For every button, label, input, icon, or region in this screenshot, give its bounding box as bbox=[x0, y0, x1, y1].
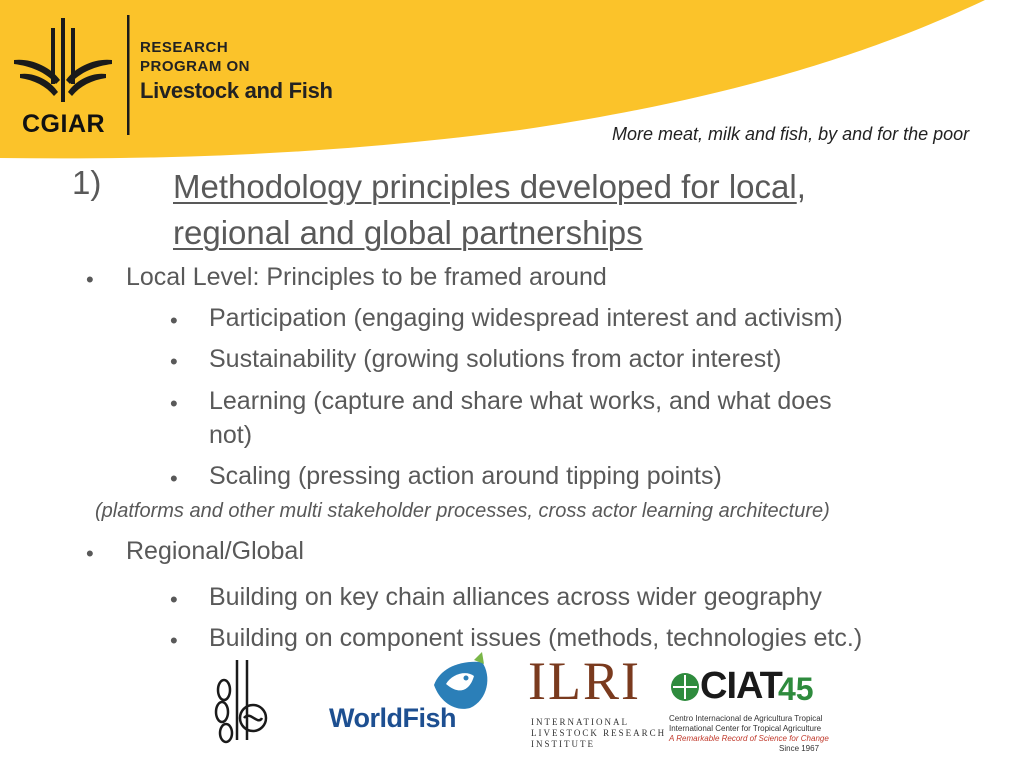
ilri-sub-1: INTERNATIONAL bbox=[531, 717, 629, 727]
ciat-sub-3: A Remarkable Record of Science for Change bbox=[669, 734, 829, 743]
bullet-icon: • bbox=[86, 541, 94, 566]
wheat-emblem-icon bbox=[216, 660, 266, 742]
bullet-icon: • bbox=[170, 587, 178, 612]
ilri-sub-3: INSTITUTE bbox=[531, 739, 595, 749]
bullet-icon: • bbox=[170, 628, 178, 653]
program-line-2: PROGRAM ON bbox=[140, 58, 250, 75]
ciat-anniversary: 45 bbox=[778, 671, 814, 707]
ciat-leaf-icon bbox=[671, 673, 699, 701]
list-item: Local Level: Principles to be framed around bbox=[126, 263, 607, 291]
ciat-sub-4: Since 1967 bbox=[779, 744, 820, 753]
cgiar-wordmark: CGIAR bbox=[22, 110, 106, 138]
title-comma: , bbox=[796, 168, 806, 205]
ciat-sub-1: Centro Internacional de Agricultura Tropical bbox=[669, 714, 823, 723]
list-item: Regional/Global bbox=[126, 537, 304, 565]
partner-logos bbox=[0, 650, 1024, 768]
bullet-icon: • bbox=[170, 349, 178, 374]
list-item-continued: not) bbox=[209, 421, 253, 449]
slide-title bbox=[173, 164, 933, 256]
ilri-wordmark: ILRI bbox=[528, 651, 641, 711]
ilri-subtitle bbox=[531, 717, 666, 750]
program-line-3: Livestock and Fish bbox=[140, 78, 333, 103]
list-item: Scaling (pressing action around tipping points) bbox=[209, 462, 722, 490]
parenthetical-note: (platforms and other multi stakeholder processes, cross actor learning architecture) bbox=[95, 500, 830, 522]
list-item: Sustainability (growing solutions from actor interest) bbox=[209, 345, 782, 373]
program-logo-text bbox=[140, 38, 333, 106]
worldfish-wordmark: WorldFish bbox=[329, 703, 456, 733]
ciat-sub-2: International Center for Tropical Agriculture bbox=[669, 724, 822, 733]
ciat-wordmark: CIAT bbox=[700, 665, 782, 707]
bullet-icon: • bbox=[86, 267, 94, 292]
slide-number: 1) bbox=[72, 164, 102, 201]
bullet-icon: • bbox=[170, 391, 178, 416]
list-item: Participation (engaging widespread interest and activism) bbox=[209, 304, 843, 332]
logo-divider bbox=[127, 15, 130, 135]
worldfish-fish-icon bbox=[434, 652, 487, 709]
ciat-subtitle bbox=[669, 714, 829, 754]
title-part-1: Methodology principles developed for local bbox=[173, 168, 797, 205]
program-line-1: RESEARCH bbox=[140, 39, 229, 56]
bullet-icon: • bbox=[170, 466, 178, 491]
ilri-sub-2: LIVESTOCK RESEARCH bbox=[531, 728, 667, 738]
list-item: Building on component issues (methods, technologies etc.) bbox=[209, 624, 863, 652]
title-part-2: regional and global partnerships bbox=[173, 214, 643, 251]
bullet-icon: • bbox=[170, 308, 178, 333]
list-item: Learning (capture and share what works, and what does bbox=[209, 387, 832, 415]
list-item: Building on key chain alliances across wider geography bbox=[209, 583, 822, 611]
tagline: More meat, milk and fish, by and for the poor bbox=[612, 124, 970, 144]
